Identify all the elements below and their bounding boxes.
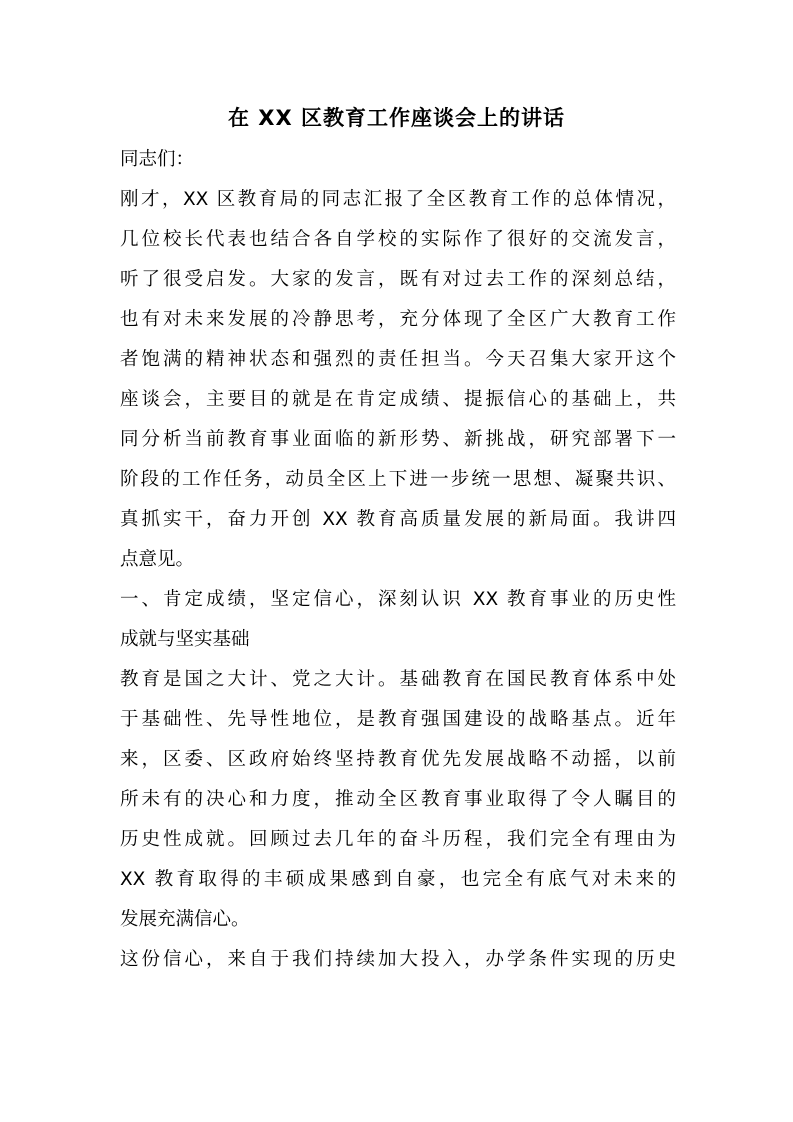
text-line: 几位校长代表也结合各自学校的实际作了很好的交流发言， [120,229,676,250]
document-title: 在 XX 区教育工作座谈会上的讲话 [227,106,565,130]
text-line: 也有对未来发展的冷静思考，充分体现了全区广大教育工作 [120,309,676,330]
text-line: 一、肯定成绩，坚定信心，深刻认识 XX 教育事业的历史性 [120,589,676,610]
text-line: 于基础性、先导性地位，是教育强国建设的战略基点。近年 [120,709,676,730]
text-line: 所未有的决心和力度，推动全区教育事业取得了令人瞩目的 [120,789,676,810]
text-line: 历史性成就。回顾过去几年的奋斗历程，我们完全有理由为 [120,829,676,850]
text-line: 同分析当前教育事业面临的新形势、新挑战，研究部署下一 [120,429,676,450]
document-body [120,140,676,980]
text-line: 者饱满的精神状态和强烈的责任担当。今天召集大家开这个 [120,349,676,370]
text-line: 点意见。 [120,549,195,570]
text-line: XX 教育取得的丰硕成果感到自豪，也完全有底气对未来的 [120,869,676,890]
text-line: 这份信心，来自于我们持续加大投入，办学条件实现的历史 [120,949,676,970]
text-line: 真抓实干，奋力开创 XX 教育高质量发展的新局面。我讲四 [120,509,676,530]
text-line: 刚才，XX 区教育局的同志汇报了全区教育工作的总体情况， [120,189,676,210]
text-line: 教育是国之大计、党之大计。基础教育在国民教育体系中处 [120,669,676,690]
text-line: 座谈会，主要目的就是在肯定成绩、提振信心的基础上，共 [120,389,676,410]
text-line: 成就与坚实基础 [120,629,250,650]
text-line: 同志们： [120,149,195,170]
text-line: 来，区委、区政府始终坚持教育优先发展战略不动摇，以前 [120,749,676,770]
text-line: 听了很受启发。大家的发言，既有对过去工作的深刻总结， [120,269,676,290]
text-line: 阶段的工作任务，动员全区上下进一步统一思想、凝聚共识、 [120,469,676,490]
text-line: 发展充满信心。 [120,909,250,930]
